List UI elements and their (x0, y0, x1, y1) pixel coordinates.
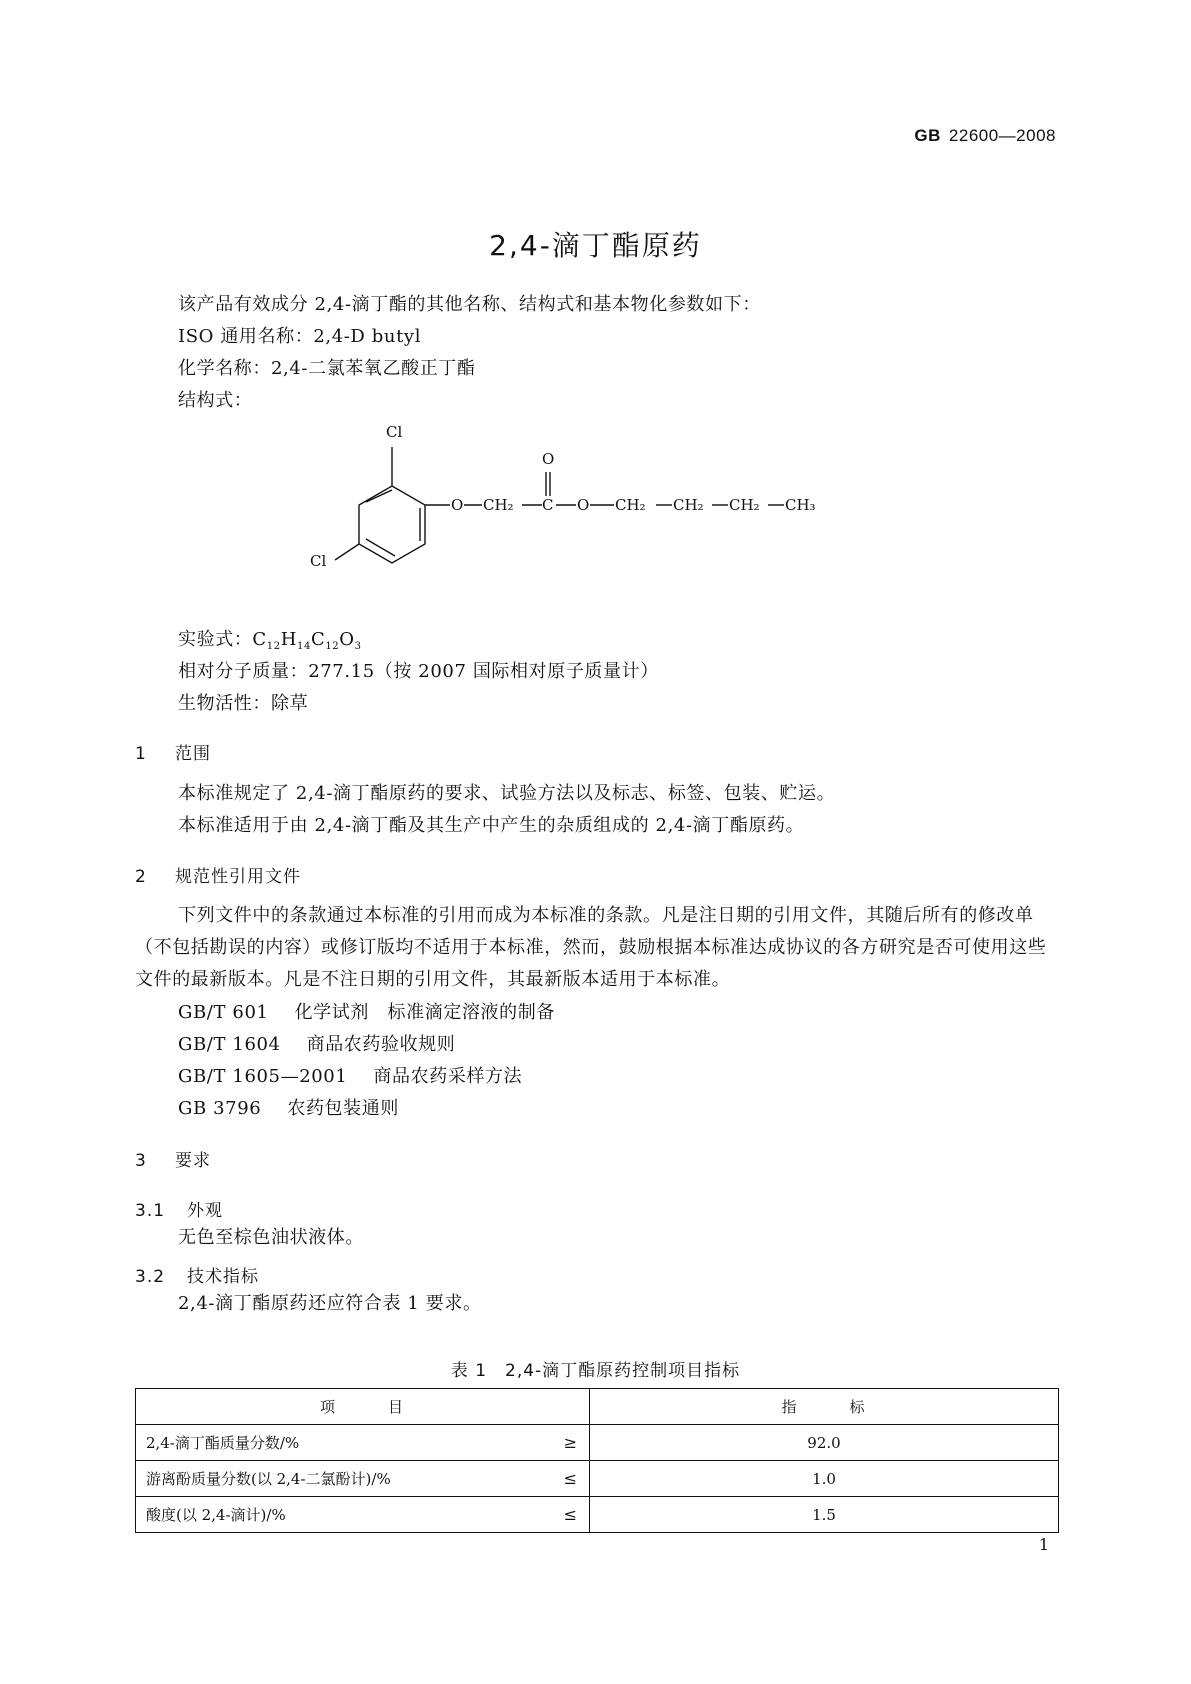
item-cell (136, 1425, 590, 1461)
subsection-heading (135, 1262, 259, 1287)
formula-element: C (310, 629, 326, 650)
reference-title: 农药包装通则 (287, 1098, 399, 1119)
standard-code (914, 126, 1056, 146)
value-cell: 1.5 (590, 1497, 1059, 1533)
paragraph-text: 下列文件中的条款通过本标准的引用而成为本标准的条款。凡是注日期的引用文件，其随后所有的修改单（不包括勘误的内容）或修订版均不适用于本标准，然而，鼓励根据本标准达成协议的各方研究是否可使用这些文件的最新版本。凡是不注日期的引用文件，其最新版本适用于本标准。 (135, 905, 1047, 990)
group-ch2: CH₂ (673, 496, 704, 514)
scope-paragraph: 本标准规定了 2,4-滴丁酯原药的要求、试验方法以及标志、标签、包装、贮运。 (178, 783, 836, 804)
formula-count: 12 (266, 641, 281, 652)
table-row (136, 1425, 1059, 1461)
section-number: 2 (135, 867, 147, 887)
reference-item (178, 1029, 455, 1061)
column-header: 项 目 (136, 1389, 590, 1425)
section-heading (135, 1146, 211, 1171)
formula-element: O (339, 629, 355, 650)
table-row (136, 1497, 1059, 1533)
formula-element: H (280, 629, 298, 650)
normative-references-paragraph (135, 900, 1057, 996)
atom-carbonyl-o: O (542, 450, 555, 468)
item-cell (136, 1497, 590, 1533)
atom-ester-o: O (577, 496, 590, 514)
item-cell (136, 1461, 590, 1497)
scope-paragraph: 本标准适用于由 2,4-滴丁酯及其生产中产生的杂质组成的 2,4-滴丁酯原药。 (178, 815, 805, 836)
technical-spec-text: 2,4-滴丁酯原药还应符合表 1 要求。 (178, 1293, 482, 1314)
reference-item (178, 1061, 522, 1093)
benzene-ring (335, 447, 784, 563)
formula-label: 实验式： (178, 629, 253, 650)
section-number: 3 (135, 1151, 147, 1171)
reference-code: GB/T 1605—2001 (178, 1066, 348, 1087)
reference-item (178, 997, 555, 1029)
formula-element: C (252, 629, 267, 650)
section-title: 范围 (175, 744, 211, 764)
comparison-symbol: ≤ (563, 1505, 577, 1524)
standard-prefix: GB (914, 126, 941, 145)
table-row (136, 1461, 1059, 1497)
item-text: 游离酚质量分数(以 2,4-二氯酚计)/% (146, 1470, 391, 1488)
atom-cl-top: Cl (386, 423, 403, 441)
page-number: 1 (1038, 1535, 1049, 1554)
biological-activity: 生物活性：除草 (178, 693, 309, 714)
group-ch2: CH₂ (729, 496, 760, 514)
reference-code: GB/T 601 (178, 1002, 269, 1023)
atom-ether-o: O (451, 496, 464, 514)
structural-formula (310, 423, 890, 622)
atom-cl-bottom: Cl (310, 552, 327, 570)
item-text: 2,4-滴丁酯质量分数/% (146, 1434, 300, 1452)
reference-code: GB 3796 (178, 1098, 262, 1119)
spec-table (135, 1388, 1059, 1533)
group-ch2: CH₂ (615, 496, 646, 514)
group-ch3: CH₃ (785, 496, 816, 514)
subsection-number: 3.2 (135, 1267, 166, 1287)
section-title: 要求 (175, 1151, 211, 1171)
table-caption: 表 1 2,4-滴丁酯原药控制项目指标 (450, 1361, 741, 1381)
subsection-heading (135, 1196, 223, 1221)
reference-title: 商品农药验收规则 (306, 1034, 456, 1055)
intro-line: 该产品有效成分 2,4-滴丁酯的其他名称、结构式和基本物化参数如下： (178, 294, 761, 315)
column-header: 指 标 (590, 1389, 1059, 1425)
standard-number: 22600—2008 (948, 126, 1056, 145)
section-heading (135, 739, 211, 764)
appearance-text: 无色至棕色油状液体。 (178, 1227, 364, 1248)
formula-count: 14 (297, 641, 311, 652)
subsection-title: 外观 (187, 1201, 223, 1221)
subsection-title: 技术指标 (187, 1267, 259, 1287)
molecular-mass: 相对分子质量：277.15（按 2007 国际相对原子质量计） (178, 661, 659, 682)
reference-item (178, 1093, 399, 1125)
section-title: 规范性引用文件 (175, 867, 301, 887)
structure-label: 结构式： (178, 390, 253, 411)
group-ch2: CH₂ (483, 496, 514, 514)
reference-title: 化学试剂 标准滴定溶液的制备 (294, 1002, 555, 1023)
value-cell: 92.0 (590, 1425, 1059, 1461)
table-header-row (136, 1389, 1059, 1425)
document-title: 2,4-滴丁酯原药 (489, 229, 702, 262)
reference-title: 商品农药采样方法 (373, 1066, 523, 1087)
section-number: 1 (135, 744, 147, 764)
reference-code: GB/T 1604 (178, 1034, 281, 1055)
chemical-name: 化学名称：2,4-二氯苯氧乙酸正丁酯 (178, 358, 476, 379)
comparison-symbol: ≥ (563, 1433, 577, 1452)
atom-carbonyl-c: C (542, 496, 554, 514)
value-cell: 1.0 (590, 1461, 1059, 1497)
section-heading (135, 862, 301, 887)
item-text: 酸度(以 2,4-滴计)/% (146, 1506, 286, 1524)
formula-count: 12 (325, 641, 340, 652)
formula-count: 3 (354, 641, 362, 652)
subsection-number: 3.1 (135, 1201, 166, 1221)
iso-common-name: ISO 通用名称：2,4-D butyl (178, 326, 422, 347)
comparison-symbol: ≤ (563, 1469, 577, 1488)
